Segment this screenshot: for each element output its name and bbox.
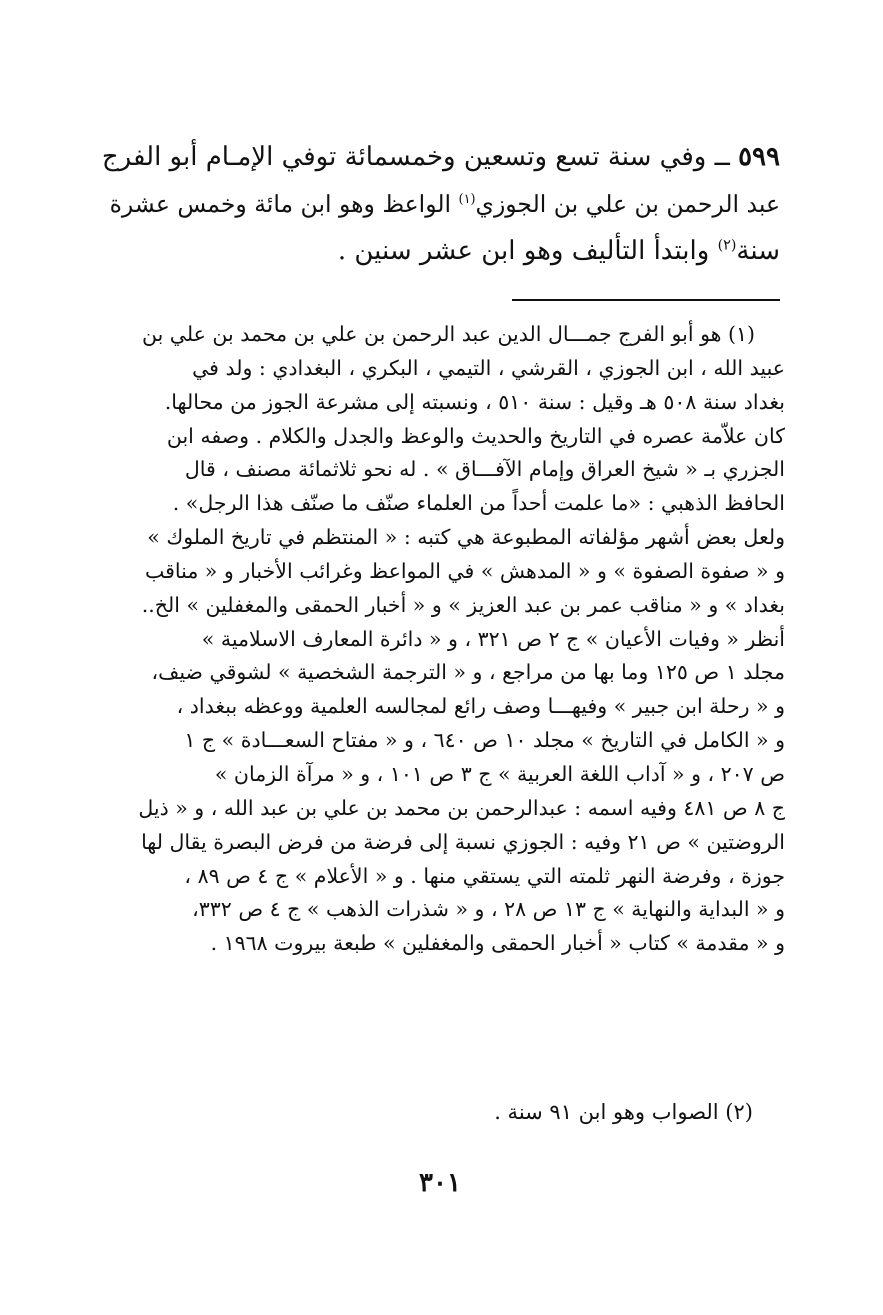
- footnote-line: ولعل بعض أشهر مؤلفاته المطبوعة هي كتبه : « المنتظم في تاريخ الملوك »: [147, 525, 785, 550]
- main-line-2: عبد الرحمن بن علي بن الجوزي$^{(١)}$ الواعظ وهو ابن مائة وخمس عشرة: [109, 190, 780, 218]
- footnote-line: الجزري بـ « شيخ العراق وإمام الآفـــاق » . له نحو ثلاثمائة مصنف ، قال: [184, 457, 785, 482]
- entry-number: ٥٩٩: [738, 142, 780, 172]
- footnote-line: كان علاّمة عصره في التاريخ والحديث والوعظ والجدل والكلام . وصفه ابن: [166, 423, 785, 448]
- footnote-line: ص ٢٠٧ ، و « آداب اللغة العربية » ج ٣ ص ١٠١ ، و « مرآة الزمان »: [214, 761, 785, 786]
- footnote-ref-1: (١): [458, 192, 476, 208]
- footnote-line: و « صفوة الصفوة » و « المدهش » في المواعظ وغرائب الأخبار و « مناقب: [144, 558, 785, 583]
- footnote-line: و « البداية والنهاية » ج ١٣ ص ٢٨ ، و « شذرات الذهب » ج ٤ ص ٣٣٢،: [192, 897, 785, 922]
- footnote-line: أنظر « وفيات الأعيان » ج ٢ ص ٣٢١ ، و « دائرة المعارف الاسلامية »: [201, 626, 785, 651]
- main-line-3: سنة$^{(٢)}$ وابتدأ التأليف وهو ابن عشر سنين .: [337, 236, 780, 266]
- footnote-line: جوزة ، وفرضة النهر ثلمته التي يستقي منها . و « الأعلام » ج ٤ ص ٨٩ ،: [184, 863, 785, 888]
- footnote-line: بغداد سنة ٥٠٨ هـ وقيل : سنة ٥١٠ ، ونسبته إلى مشرعة الجوز من محالها.: [164, 389, 785, 414]
- footnote-line: عبيد الله ، ابن الجوزي ، القرشي ، التيمي ، البكري ، البغدادي : ولد في: [192, 355, 785, 380]
- footnote-line: و « رحلة ابن جبير » وفيهـــا وصف رائع لمجالسه العلمية ووعظه ببغداد ،: [176, 694, 785, 719]
- footnote-1: [95, 318, 785, 961]
- footnote-line: الحافظ الذهبي : «ما علمت أحداً من العلماء صنّف ما صنّف هذا الرجل» .: [172, 491, 785, 516]
- main-paragraph: [100, 134, 780, 275]
- main-line-1: ٥٩٩ ــ وفي سنة تسع وتسعين وخمسمائة توفي الإمـام أبو الفرج: [101, 142, 780, 172]
- page-number: ٣٠١: [419, 1168, 461, 1198]
- footnote-line: بغداد » و « مناقب عمر بن عبد العزيز » و « أخبار الحمقى والمغفلين » الخ..: [141, 592, 785, 617]
- footnote-line: و « مقدمة » كتاب « أخبار الحمقى والمغفلين » طبعة بيروت ١٩٦٨ .: [210, 931, 785, 956]
- footnote-line: و « الكامل في التاريخ » مجلد ١٠ ص ٦٤٠ ، و « مفتاح السعـــادة » ج ١: [184, 728, 785, 753]
- footnote-2: (٢) الصواب وهو ابن ٩١ سنة .: [494, 1100, 753, 1124]
- footnote-line: الروضتين » ص ٢١ وفيه : الجوزي نسبة إلى فرضة من فرض البصرة يقال لها: [141, 829, 785, 854]
- footnote-line: ج ٨ ص ٤٨١ وفيه اسمه : عبدالرحمن بن محمد بن علي بن عبد الله ، و « ذيل: [138, 795, 785, 820]
- footnote-line: مجلد ١ ص ١٢٥ وما بها من مراجع ، و « الترجمة الشخصية » لشوقي ضيف،: [151, 660, 785, 685]
- footnote-divider: [512, 299, 780, 301]
- footnote-ref-2: (٢): [717, 237, 737, 254]
- footnote-line: (١) هو أبو الفرج جمـــال الدين عبد الرحمن بن علي بن محمد بن علي بن: [141, 322, 755, 346]
